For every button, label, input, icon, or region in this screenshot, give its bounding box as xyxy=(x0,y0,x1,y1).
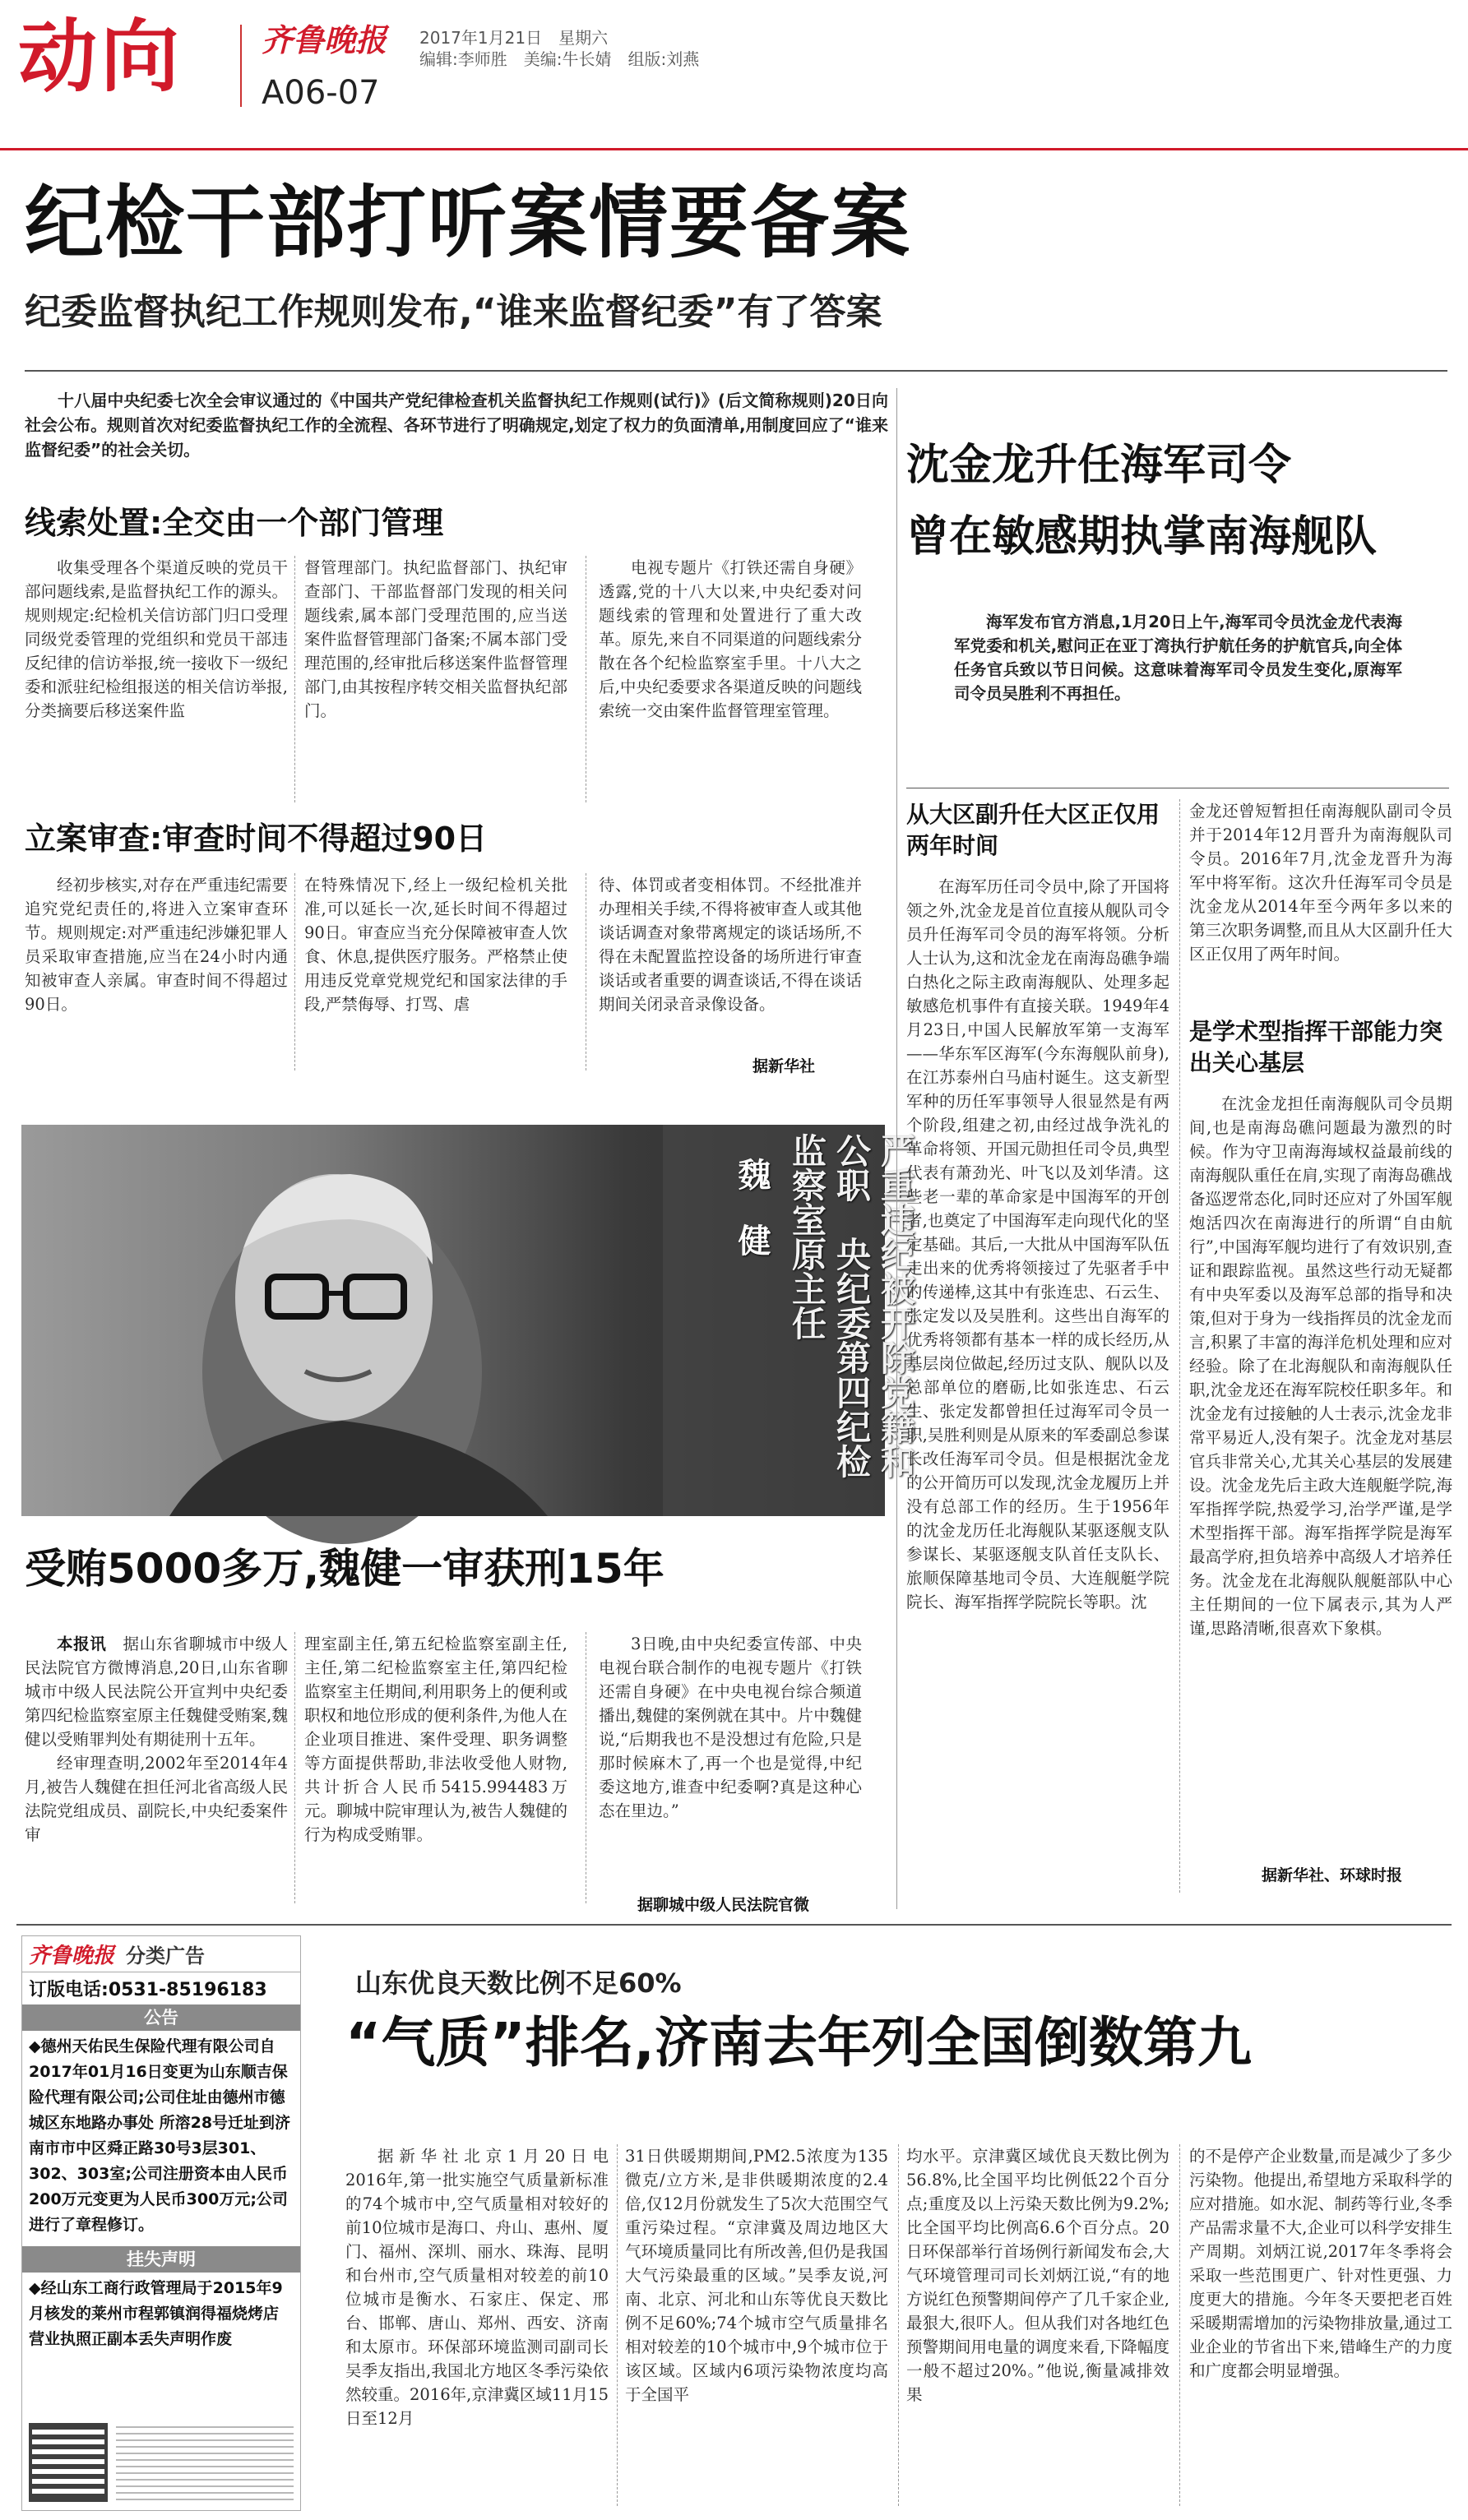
ads-lost: ◆经山东工商行政管理局于2015年9月核发的莱州市程郭镇润得福烧烤店营业执照正副本丢失声明作废 xyxy=(29,2279,283,2348)
air-kicker: 山东优良天数比例不足60% xyxy=(355,1967,682,1999)
photo-screen-text: 严重违纪被开除党籍和公职 央纪委第四纪检监察室原主任 xyxy=(787,1133,916,1478)
section-title: 动向 xyxy=(18,11,183,103)
news-photo xyxy=(21,1125,916,1516)
wei-col2: 理室副主任,第五纪检监察室副主任,主任,第二纪检监察室主任,第四纪检监察室主任期间,利用职务上的便利或职权和地位形成的便利条件,为他人在企业项目推进、案件受理、职务调整等方面提供帮助,非法收受他人财物,共计折合人民币5415.994483万元。聊城中院审理认为,被告人魏健的行为构成受贿罪。 xyxy=(304,1635,567,1844)
navy-col2a: 金龙还曾短暂担任南海舰队副司令员并于2014年12月晋升为南海舰队司令员。2016年7月,沈金龙晋升为海军中将军衔。这次升任海军司令员是沈金龙从2014年至今两年多以来的第三次职务调整,而且从大区副升任大区正仅用了两年时间。 xyxy=(1189,802,1452,964)
ads-notice: ◆德州天佑民生保险代理有限公司自2017年01月16日变更为山东顺吉保险代理有限公司;公司住址由德州市德城区东地路办事处 所溶28号迁址到济南市市中区舜正路30号3层301、302、303室;公司注册资本由人民币200万元变更为人民币300万元;公司进行了章程修订。 xyxy=(29,2037,291,2234)
wei-source: 据聊城中级人民法院官微 xyxy=(637,1896,810,1914)
ads-phone: 订版电话:0531-85196183 xyxy=(29,1980,267,2000)
wei-dateline: 本报讯 xyxy=(57,1635,107,1653)
masthead-staff: 编辑:李师胜 美编:牛长婧 组版:刘燕 xyxy=(419,49,700,69)
lead-headline: 纪检干部打听案情要备案 xyxy=(25,177,911,269)
air-headline: “气质”排名,济南去年列全国倒数第九 xyxy=(345,2011,1252,2074)
air-col4: 的不是停产企业数量,而是减少了多少污染物。他提出,希望地方采取科学的应对措施。如水泥、制药等行业,冬季产品需求量不大,企业可以科学安排生产周期。刘炳江说,2017年冬季将会采取一些范围更广、针对性更强、力度更大的措施。今年冬天要把老百姓采暖期需增加的污染物排放量,通过工业企业的节省出下来,错峰生产的力度和广度都会明显增强。 xyxy=(1189,2147,1452,2380)
masthead-line xyxy=(0,148,1468,150)
photo-caption-name: 魏 健 xyxy=(733,1158,771,1256)
navy-col1: 在海军历任司令员中,除了开国将领之外,沈金龙是首位直接从舰队司令员升任海军司令员的海军将领。分析人士认为,这和沈金龙在南海岛礁争端白热化之际主政南海舰队、处理多起敏感危机事件有直接关联。1949年4月23日,中国人民解放军第一支海军——华东军区海军(今东海舰队前身),在江苏泰州白马庙村诞生。这支新型军种的历任军事领导人很显然是有两个阶段,组建之初,由经过战争洗礼的革命将领、开国元勋担任司令员,典型代表有萧劲光、叶飞以及刘华清。这些老一辈的革命家是中国海军的开创者,也奠定了中国海军走向现代化的坚定基础。其后,一大批从中国海军队伍走出来的优秀将领接过了先驱者手中的传递棒,这其中有张连忠、石云生、张定发以及吴胜利。这些出自海军的优秀将领都有基本一样的成长经历,从基层岗位做起,经历过支队、舰队以及总部单位的磨砺,比如张连忠、石云生、张定发都曾担任过海军司令员一职,吴胜利则是从原来的军委副总参谋长改任海军司令员。但是根据沈金龙的公开简历可以发现,沈金龙履历上并没有总部工作的经历。生于1956年的沈金龙历任北海舰队某驱逐舰支队参谋长、某驱逐舰支队首任支队长、旅顺保障基地司令员、大连舰艇学院院长、海军指挥学院院长等职。沈 xyxy=(906,877,1169,1611)
lead-intro: 十八届中央纪委七次全会审议通过的《中国共产党纪律检查机关监督执纪工作规则(试行)》(后文简称规则)20日向社会公布。规则首次对纪委监督执纪工作的全流程、各环节进行了明确规定,划定了权力的负面清单,用制度回应了“谁来监督纪委”的社会关切。 xyxy=(25,391,888,460)
air-col2: 31日供暖期期间,PM2.5浓度为135微克/立方米,是非供暖期浓度的2.4倍,仅12月份就发生了5次大范围空气重污染过程。“京津冀及周边地区大气环境质量同比有所改善,但仍是我国大气污染最重的区域。”吴季友说,河南、北京、河北和山东等优良天数比例不足60%;74个城市空气质量排名相对较差的10个城市中,9个城市位于该区域。区域内6项污染物浓度均高于全国平 xyxy=(625,2147,888,2404)
qr-code xyxy=(29,2423,108,2502)
masthead-divider xyxy=(240,25,242,107)
lead-sec2-col2: 在特殊情况下,经上一级纪检机关批准,可以延长一次,延长时间不得超过90日。审查应当充分保障被审查人饮食、休息,提供医疗服务。严格禁止使用违反党章党规党纪和国家法律的手段,严禁侮辱、打骂、虐 xyxy=(304,876,567,1014)
navy-source: 据新华社、环球时报 xyxy=(1262,1866,1403,1884)
navy-headline-1: 沈金龙升任海军司令 xyxy=(906,441,1292,490)
wei-col1: 本报讯 据山东省聊城市中级人民法院官方微博消息,20日,山东省聊城市中级人民法院公开宣判中央纪委第四纪检监察室原主任魏健受贿案,魏健以受贿罪判处有期徒刑十五年。 经审理查明,2002年至2014年4月,被告人魏健在担任河北省高级人民法院党组成员、副院长,中央纪委案件审 xyxy=(25,1635,288,1844)
lead-sec2-col3: 待、体罚或者变相体罚。不经批准并办理相关手续,不得将被审查人或其他谈话调查对象带离规定的谈话场所,不得在未配置监控设备的场所进行审查谈话或者重要的调查谈话,不得在谈话期间关闭录音录像设备。 xyxy=(599,876,862,1014)
page-number: A06-07 xyxy=(262,74,380,112)
navy-subheading-1: 从大区副升任大区正仅用两年时间 xyxy=(906,801,1160,859)
section-heading-review: 立案审查:审查时间不得超过90日 xyxy=(25,821,488,857)
classified-ads xyxy=(21,1935,301,2511)
air-col1: 据新华社北京1月20日电 2016年,第一批实施空气质量新标准的74个城市中,空气质量相对较好的前10位城市是海口、舟山、惠州、厦门、福州、深圳、丽水、珠海、昆明和台州市,空气质量相对较差的前10位城市是衡水、石家庄、保定、邢台、邯郸、唐山、郑州、西安、济南和太原市。环保部环境监测司副司长吴季友指出,我国北方地区冬季污染依然较重。2016年,京津冀区域11月15日至12月 xyxy=(345,2147,625,2428)
lead-sec1-col3: 电视专题片《打铁还需自身硬》透露,党的十八大以来,中央纪委对问题线索的管理和处置进行了重大改革。原先,来自不同渠道的问题线索分散在各个纪检监察室手里。十八大之后,中央纪委要求各渠道反映的问题线索统一交由案件监督管理室管理。 xyxy=(599,558,862,720)
wei-col3: 3日晚,由中央纪委宣传部、中央电视台联合制作的电视专题片《打铁还需自身硬》在中央电视台综合频道播出,魏健的案例就在其中。片中魏健说,“后期我也不是没想过有危险,只是那时候麻木了,再一个也是觉得,中纪委这地方,谁查中纪委啊?真是这种心态在里边。” xyxy=(599,1635,862,1820)
ads-header xyxy=(22,1936,300,1972)
navy-headline-2: 曾在敏感期执掌南海舰队 xyxy=(906,512,1378,562)
ads-brand: 齐鲁晚报 xyxy=(29,1944,115,1968)
lead-source: 据新华社 xyxy=(753,1057,816,1075)
paper-logo: 齐鲁晚报 xyxy=(262,21,387,58)
lead-subheadline: 纪委监督执纪工作规则发布,“谁来监督纪委”有了答案 xyxy=(25,291,882,333)
ads-category: 分类广告 xyxy=(126,1944,206,1967)
lead-sec1-col1: 收集受理各个渠道反映的党员干部问题线索,是监督执纪工作的源头。规则规定:纪检机关信访部门归口受理同级党委管理的党组织和党员干部违反纪律的信访举报,统一接收下一级纪委和派驻纪检组报送的相关信访举报,分类摘要后移送案件监 xyxy=(25,558,288,720)
masthead-date: 2017年1月21日 星期六 xyxy=(419,28,609,48)
ads-fineprint xyxy=(116,2425,294,2500)
lead-sec2-col1: 经初步核实,对存在严重违纪需要追究党纪责任的,将进入立案审查环节。规则规定:对严重违纪涉嫌犯罪人员采取审查措施,应当在24小时内通知被审查人亲属。审查时间不得超过90日。 xyxy=(25,876,288,1014)
air-col3: 均水平。京津冀区域优良天数比例为56.8%,比全国平均比例低22个百分点;重度及以上污染天数比例为9.2%;比全国平均比例高6.6个百分点。20日环保部举行首场例行新闻发布会,大气环境管理司司长刘炳江说,“有的地方说红色预警期间停产了几千家企业,最狠大,很吓人。但从我们对各地红色预警期间用电量的调度来看,下降幅度一般不超过20%。”他说,衡量减排效果 xyxy=(906,2147,1169,2404)
lead-sec1-col2: 督管理部门。执纪监督部门、执纪审查部门、干部监督部门发现的相关问题线索,属本部门受理范围的,应当送案件监督管理部门备案;不属本部门受理范围的,经审批后移送案件监督管理部门,由其按程序转交相关监督执纪部门。 xyxy=(304,558,567,720)
section-heading-clues: 线索处置:全交由一个部门管理 xyxy=(25,505,444,541)
ads-notice-title: 公告 xyxy=(22,2004,300,2031)
wei-headline: 受贿5000多万,魏健一审获刑15年 xyxy=(25,1545,665,1593)
ads-lost-title: 挂失声明 xyxy=(22,2246,300,2273)
navy-col2b: 在沈金龙担任南海舰队司令员期间,也是南海岛礁问题最为激烈的时候。作为守卫南海海域权益最前线的南海舰队重任在肩,实现了南海岛礁战备巡逻常态化,同时还应对了外国军舰炮活四次在南海进行的所谓“自由航行”,中国海军舰均进行了有效识别,查证和跟踪监视。虽然这些行动无疑都有中央军委以及海军总部的指导和决策,但对于身为一线指挥员的沈金龙而言,积累了丰富的海洋危机处理和应对经验。除了在北海舰队和南海舰队任职,沈金龙还在海军院校任职多年。和沈金龙有过接触的人士表示,沈金龙非常平易近人,没有架子。沈金龙对基层官兵非常关心,尤其关心基层的发展建设。沈金龙先后主政大连舰艇学院,海军指挥学院,热爱学习,治学严谨,是学术型指挥干部。海军指挥学院是海军最高学府,担负培养中高级人才培养任务。沈金龙在北海舰队舰艇部队中心主任期间的一位下属表示,其为人严谨,思路清晰,很喜欢下象棋。 xyxy=(1189,1094,1452,1638)
navy-intro: 海军发布官方消息,1月20日上午,海军司令员沈金龙代表海军党委和机关,慰问正在亚丁湾执行护航任务的护航官兵,向全体任务官兵致以节日问候。这意味着海军司令员发生变化,原海军司令员吴胜利不再担任。 xyxy=(954,613,1402,703)
navy-subheading-2: 是学术型指挥干部能力突出关心基层 xyxy=(1189,1018,1443,1076)
